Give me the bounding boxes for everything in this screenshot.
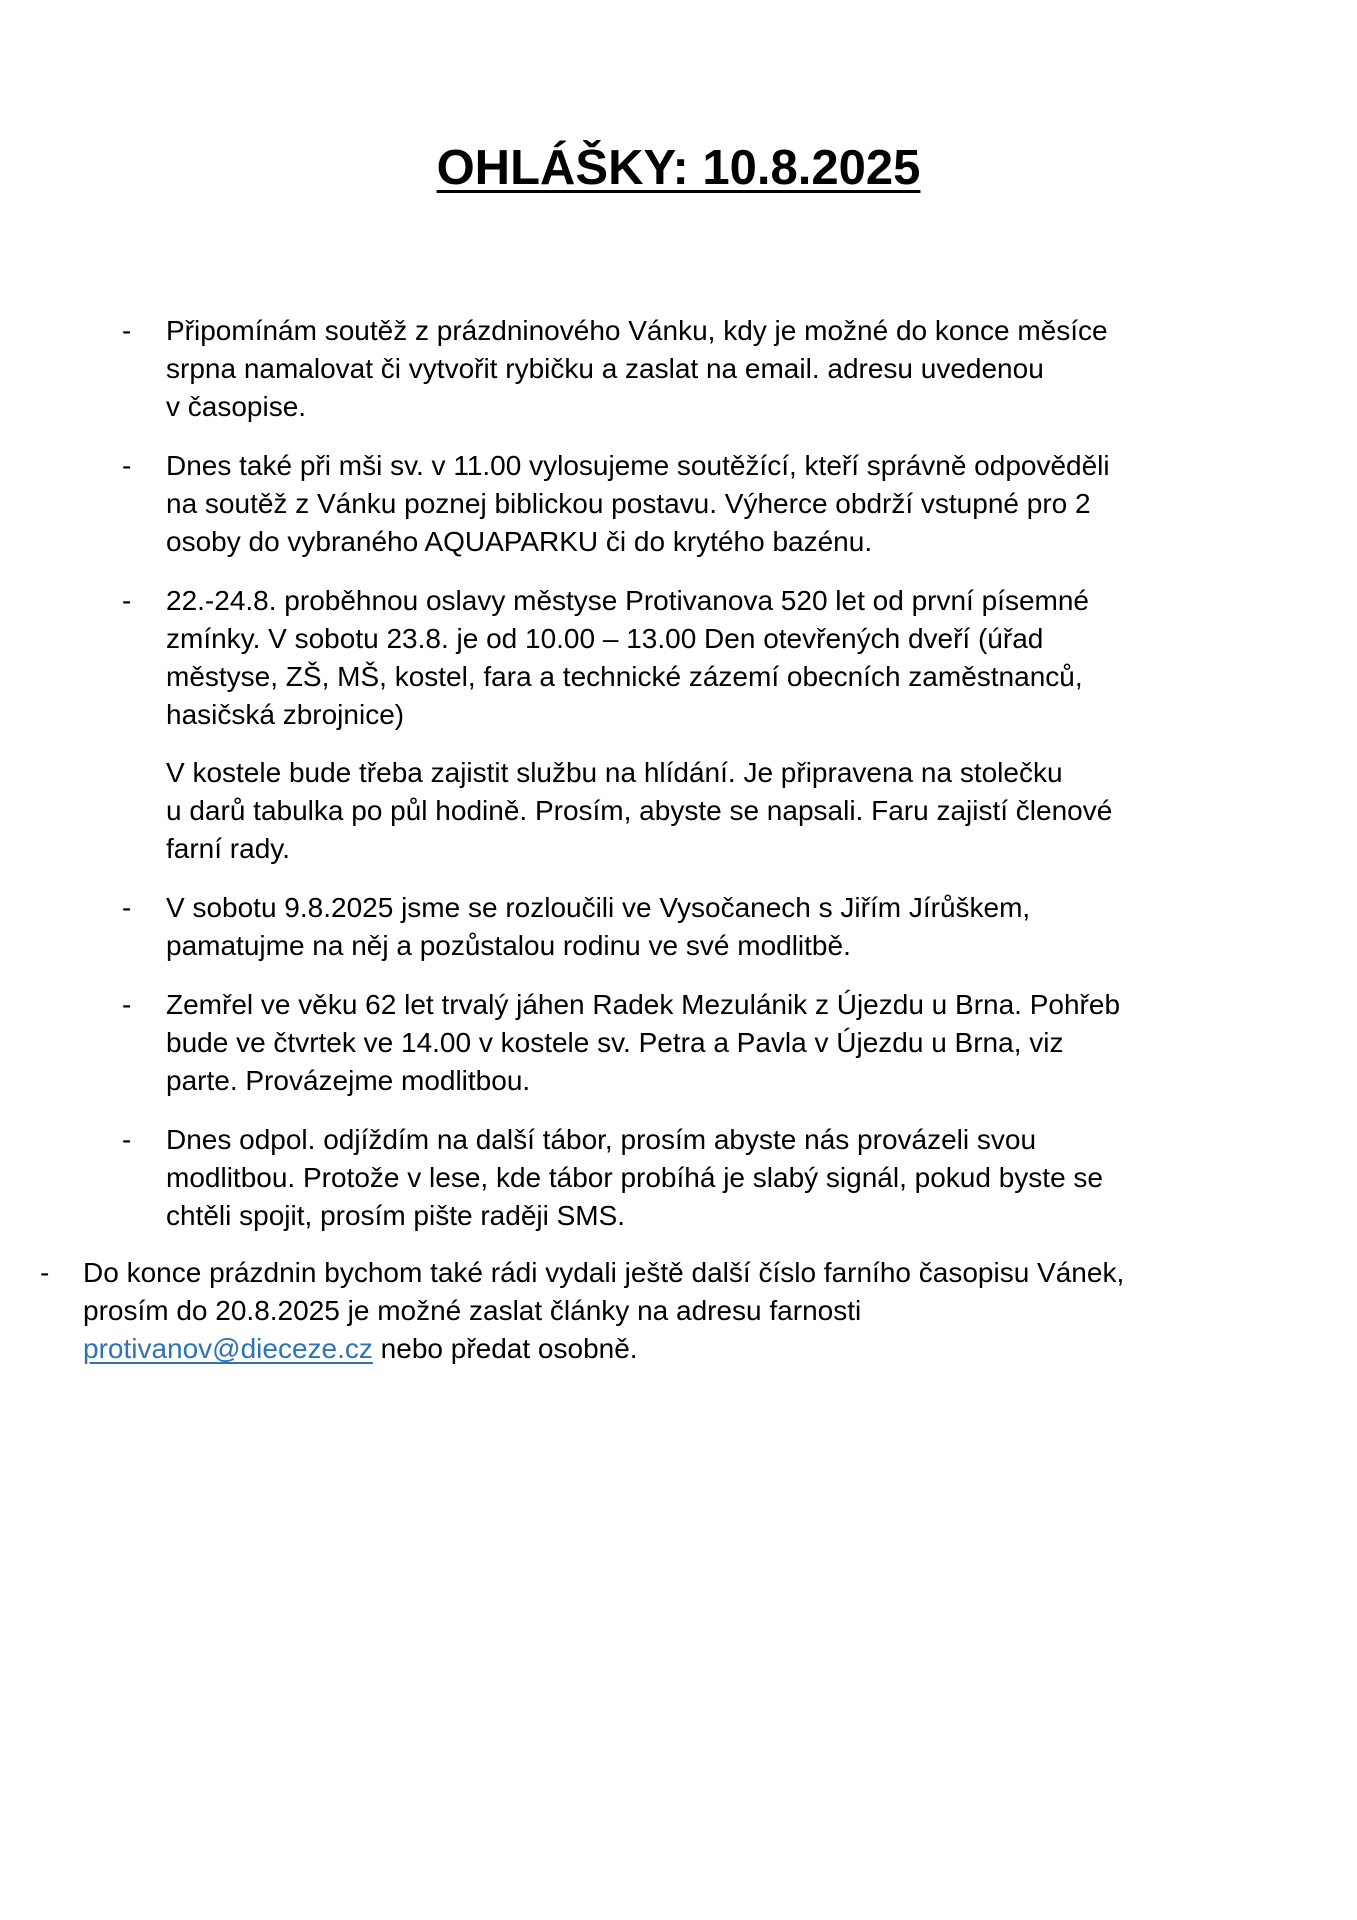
bullet-dash: - [122,315,132,346]
announcement-continuation: V kostele bude třeba zajistit službu na hlídání. Je připravena na stolečku u darů tabulka po půl hodině. Prosím, abyste se napsali. Faru zajistí členové farní rady. [166,757,1113,864]
announcement-item [0,1121,1286,1235]
announcement-item [0,447,1286,561]
announcement-text: Připomínám soutěž z prázdninového Vánku, kdy je možné do konce měsíce srpna namalovat či vytvořit rybičku a zaslat na email. adresu uvedenou v časopise. [166,315,1108,422]
bullet-dash: - [122,585,132,616]
page-title: OHLÁŠKY: 10.8.2025 [436,141,921,195]
final-note-text [83,1257,1124,1364]
announcement-text: Dnes odpol. odjíždím na další tábor, prosím abyste nás provázeli svou modlitbou. Protože v lese, kde tábor probíhá je slabý signál, pokud byste se chtěli spojit, prosím pište raději SMS. [166,1124,1103,1231]
announcement-item [0,889,1286,965]
announcement-item [0,312,1286,426]
announcement-list [0,312,1357,1256]
bullet-dash: - [40,1257,50,1288]
announcement-text: Dnes také při mši sv. v 11.00 vylosujeme soutěžící, kteří správně odpověděli na soutěž z Vánku poznej biblickou postavu. Výherce obdrží vstupné pro 2 osoby do vybraného AQUAPARKU či do krytého bazénu. [166,450,1110,557]
announcement-text: Zemřel ve věku 62 let trvalý jáhen Radek Mezulánik z Újezdu u Brna. Pohřeb bude ve čtvrtek ve 14.00 v kostele sv. Petra a Pavla v Újezdu u Brna, viz parte. Provázejme modlitbou. [166,989,1121,1096]
announcement-text: V sobotu 9.8.2025 jsme se rozloučili ve Vysočanech s Jiřím Jírůškem, pamatujme na něj a pozůstalou rodinu ve své modlitbě. [166,892,1031,961]
announcement-item [0,582,1286,868]
final-note-text-after: nebo předat osobně. [372,1333,638,1364]
bullet-dash: - [122,892,132,923]
announcement-text: 22.-24.8. proběhnou oslavy městyse Protivanova 520 let od první písemné zmínky. V sobotu 23.8. je od 10.00 – 13.00 Den otevřených dveří (úřad městyse, ZŠ, MŠ, kostel, fara a technické zázemí obecních zaměstnanců, hasičská zbrojnice) [166,585,1089,730]
bullet-dash: - [122,1124,132,1155]
final-note-item [0,1254,1303,1368]
announcement-item [0,986,1286,1100]
email-link[interactable]: protivanov@dieceze.cz [83,1333,373,1364]
bullet-dash: - [122,989,132,1020]
final-note-list [0,1254,1357,1368]
final-note-text-before: Do konce prázdnin bychom také rádi vydali ještě další číslo farního časopisu Vánek, prosím do 20.8.2025 je možné zaslat články na adresu farnosti [83,1257,1125,1326]
bullet-dash: - [122,450,132,481]
